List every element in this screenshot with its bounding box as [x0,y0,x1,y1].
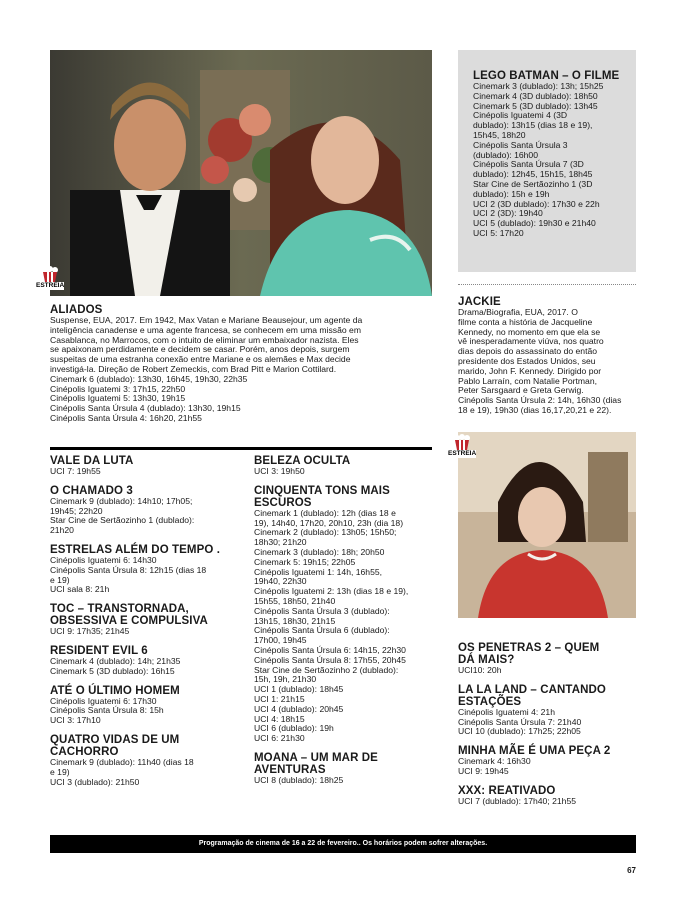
listing-showtimes: UCI10: 20h [458,665,502,675]
listing-showtimes: Cinemark 9 (dublado): 14h10; 17h05; 19h45; 22h20 Star Cine de Sertãozinho 1 (dublado): 21h20 [50,495,195,536]
listing [50,603,235,637]
jackie-title: JACKIE [458,296,501,308]
aliados-photo [36,50,432,296]
listing [254,485,439,744]
jackie-description: Drama/Biografia, EUA, 2017. O filme conta a história de Jacqueline Kennedy, no momento em que ela se vê inesperadamente viúva, nos quatro dias depois do assassinato do então presidente dos Estados Unidos, seu marido, John F. Kennedy. Dirigido por Pablo Larraín, com Natalie Portman, Peter Sarsgaard e Greta Gerwig. [458,307,604,396]
listing-title: QUATRO VIDAS DE UM CACHORRO [50,733,180,758]
listing-showtimes: Cinemark 9 (dublado): 11h40 (dias 18 e 19) UCI 3 (dublado): 21h50 [50,756,194,787]
listing [50,455,235,477]
listing-title: ATÉ O ÚLTIMO HOMEM [50,684,180,697]
listing [254,752,439,786]
listing-title: MINHA MÃE É UMA PEÇA 2 [458,745,611,758]
aliados-photo-illustration [50,50,432,296]
listings-column-3 [458,642,638,815]
listing-title: OS PENETRAS 2 – QUEM DÁ MAIS? [458,642,600,666]
listing-showtimes: UCI 8 (dublado): 18h25 [254,774,344,785]
listing-showtimes: Cinépolis Iguatemi 4: 21h Cinépolis Santa Úrsula 7: 21h40 UCI 10 (dublado): 17h25; 22h05 [458,706,582,737]
listing-title: XXX: REATIVADO [458,784,556,797]
popcorn-icon [453,434,471,450]
listing-showtimes: Cinemark 1 (dublado): 12h (dias 18 e 19), 14h40, 17h20, 20h10, 23h (dia 18) Cinemark 2 (dublado): 13h05; 15h50; 18h30; 21h20 Cinemark 3 (dublado): 18h; 20h50 Cinemark 5: 19h15; 22h05 Cinépolis Iguatemi 1: 14h, 16h55, 19h40, 22h30 Cinépolis Iguatemi 2: 13h (dias 18 e 19), 15h55, 18h50, 21h40 Cinépolis Santa Úrsula 3 (dublado): 13h15, 18h30, 21h15 Cinépolis Santa Úrsula 6 (dublado): 17h00, 19h45 Cinépolis Santa Úrsula 6: 14h15, 22h30 Cinépolis Santa Úrsula 8: 17h55, 20h45 Star Cine de Sertãozinho 2 (dublado): 15h, 19h, 21h30 UCI 1 (dublado): 18h45 UCI 1: 21h15 UCI 4 (dublado): 20h45 UCI 4: 18h15 UCI 6 (dublado): 19h UCI 6: 21h30 [254,507,409,744]
dotted-divider [458,284,636,285]
listing-showtimes: Cinépolis Iguatemi 6: 17h30 Cinépolis Santa Úrsula 8: 15h UCI 3: 17h10 [50,695,164,726]
listing-title: O CHAMADO 3 [50,484,133,497]
listing-showtimes: Cinemark 4: 16h30 UCI 9: 19h45 [458,756,531,776]
jackie-showtimes: Cinépolis Santa Úrsula 2: 14h, 16h30 (dias 18 e 19), 19h30 (dias 16,17,20,21 e 22). [458,395,622,415]
aliados-entry [50,304,435,424]
listing-title: MOANA – UM MAR DE AVENTURAS [254,751,378,776]
listing [254,455,439,477]
listing-title: ESTRELAS ALÉM DO TEMPO . [50,543,221,556]
aliados-title: ALIADOS [50,304,103,316]
listing [50,734,235,787]
listing [50,485,235,536]
listing [50,645,235,677]
lego-batman-showtimes: Cinemark 3 (dublado): 13h; 15h25 Cinemark 4 (3D dublado): 18h50 Cinemark 5 (3D dublado): 13h45 Cinépolis Iguatemi 4 (3D dublado): 13h15 (dias 18 e 19), 15h45, 18h20 Cinépolis Santa Úrsula 3 (dublado): 16h00 Cinépolis Santa Úrsula 7 (3D dublado): 12h45, 15h15, 18h45 Star Cine de Sertãozinho 1 (3D dublado): 15h e 19h UCI 2 (3D dublado): 17h30 e 22h UCI 2 (3D): 19h40 UCI 5 (dublado): 19h30 e 21h40 UCI 5: 17h20 [473,81,604,238]
listing-showtimes: UCI 3: 19h50 [254,466,305,476]
listing [50,685,235,726]
listing-title: CINQUENTA TONS MAIS ESCUROS [254,484,390,509]
aliados-description: Suspense, EUA, 2017. Em 1942, Max Vatan e Mariane Beausejour, um agente da inteligência canadense e uma agente francesa, se conhecem em uma missão em Casablanca, no Marrocos, com o intuito de eliminar um embaixador nazista. Eles se apaixonam perdidamente e decidem se casar. Porém, anos depois, surgem suspeitas de uma estranha conexão entre Mariane e os alemães e Max decide investigá-la. Direção de Robert Zemeckis, com Brad Pitt e Marion Cottilard. [50,315,363,374]
listing-title: BELEZA OCULTA [254,455,351,467]
listings-column-2 [254,455,439,794]
listing-title: TOC – TRANSTORNADA, OBSESSIVA E COMPULSIVA [50,603,208,628]
section-rule [50,447,432,450]
listing-showtimes: UCI 9: 17h35; 21h45 [50,626,130,637]
listing-showtimes: Cinemark 4 (dublado): 14h; 21h35 Cinemark 5 (3D dublado): 16h15 [50,655,181,676]
page-number: 67 [627,866,636,875]
listing-title: LA LA LAND – CANTANDO ESTAÇÕES [458,683,606,708]
listing [458,684,638,737]
listing-showtimes: Cinépolis Iguatemi 6: 14h30 Cinépolis Santa Úrsula 8: 12h15 (dias 18 e 19) UCI sala 8: 21h [50,554,207,595]
jackie-photo [448,432,636,618]
footer-bar [50,835,636,853]
jackie-photo-illustration [458,432,636,618]
estreia-badge [36,266,64,290]
listing-showtimes: UCI 7 (dublado): 17h40; 21h55 [458,795,577,806]
listing [458,785,638,807]
listing [50,544,235,595]
footer-note: Programação de cinema de 16 a 22 de fevereiro.. Os horários podem sofrer alterações. [198,840,488,847]
listing-title: VALE DA LUTA [50,455,134,467]
listings-column-1 [50,455,235,795]
listing-showtimes: UCI 7: 19h55 [50,466,101,476]
popcorn-icon [41,266,59,282]
lego-batman-box [458,50,636,272]
listing-title: RESIDENT EVIL 6 [50,644,148,657]
lego-batman-title: LEGO BATMAN – O FILME [473,70,620,82]
estreia-label: ESTREIA [36,282,65,289]
estreia-badge [448,434,476,458]
listing [458,642,638,676]
estreia-label: ESTREIA [448,450,477,457]
jackie-entry [458,296,638,416]
listing [458,745,638,777]
aliados-showtimes: Cinemark 6 (dublado): 13h30, 16h45, 19h30, 22h35 Cinépolis Iguatemi 3: 17h15, 22h50 Cinépolis Iguatemi 5: 13h30, 19h15 Cinépolis Santa Úrsula 4 (dublado): 13h30, 19h15 Cinépolis Santa Úrsula 4: 16h20, 21h55 [50,373,248,423]
